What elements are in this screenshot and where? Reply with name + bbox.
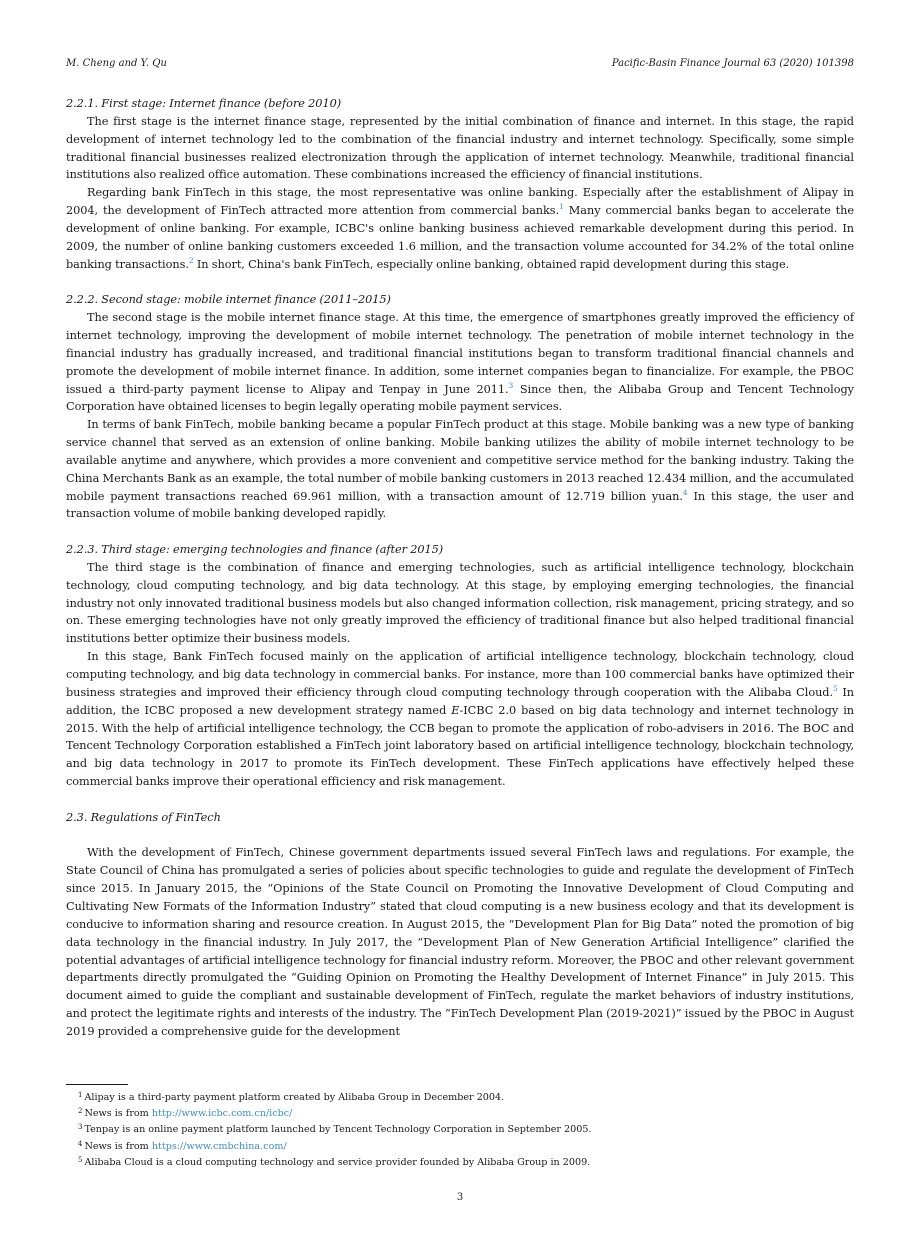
- footnotes: [78, 1090, 848, 1171]
- body-text: [66, 95, 854, 1041]
- footnote-ref-3[interactable]: 3: [508, 380, 514, 390]
- footnote-link-icbc[interactable]: http://www.icbc.com.cn/icbc/: [151, 1108, 293, 1120]
- footnote-divider: [66, 1084, 128, 1085]
- paragraph: In this stage, Bank FinTech focused mainly on the application of artificial intelligence technology, blockchain technology, cloud computing technology, and big data technology in commercial banks. For instance, more than 100 commercial banks have optimized their business strategies and improved their efficiency through cloud computing technology through cooperation with the Alibaba Cloud.$^5$ In addition, the ICBC proposed a new development strategy named E-ICBC 2.0 based on big data technology and internet technology in 2015. With the help of artificial intelligence technology, the CCB began to promote the application of robo-advisers in 2016. The BOC and Tencent Technology Corporation established a FinTech joint laboratory based on artificial intelligence technology, blockchain technology, and big data technology in 2017 to promote its FinTech development. These FinTech applications have effectively helped these commercial banks improve their operational efficiency and risk management.: [66, 650, 854, 789]
- paragraph: In terms of bank FinTech, mobile banking became a popular FinTech product at this stage. Mobile banking was a new type of banking service channel that served as an extension of online banking. Mobile banking utilizes the ability of mobile internet technology to be available anytime and anywhere, which provides a more convenient and competitive service method for the banking industry. Taking the China Merchants Bank as an example, the total number of mobile banking customers in 2013 reached 12.434 million, and the accumulated mobile payment transactions reached 69.961 million, with a transaction amount of 12.719 billion yuan.$^4$ In this stage, the user and transaction volume of mobile banking developed rapidly.: [66, 418, 854, 521]
- paragraph: The first stage is the internet finance stage, represented by the initial combination of finance and internet. In this stage, the rapid development of internet technology led to the combination of the financial industry and internet technology. Specifically, some simple traditional financial businesses realized electronization through the application of internet technology. Meanwhile, traditional financial institutions also realized office automation. These combinations increased the efficiency of financial institutions.: [66, 114, 854, 182]
- paper-page: [66, 0, 854, 1256]
- section-heading-2-2-2: 2.2.2. Second stage: mobile internet finance (2011–2015): [66, 293, 391, 307]
- paragraph: With the development of FinTech, Chinese government departments issued several FinTech laws and regulations. For example, the State Council of China has promulgated a series of policies about specific technologies to guide and regulate the development of FinTech since 2015. In January 2015, the “Opinions of the State Council on Promoting the Innovative Development of Cloud Computing and Cultivating New Formats of the Information Industry” stated that cloud computing is a new business ecology and that its development is conducive to information sharing and resource creation. In August 2015, the “Development Plan for Big Data” noted the promotion of big data technology in the financial industry. In July 2017, the “Development Plan of New Generation Artificial Intelligence” clarified the potential advantages of artificial intelligence technology for financial industry reform. Moreover, the PBOC and other relevant government departments directly promulgated the “Guiding Opinion on Promoting the Healthy Development of Internet Finance” in July 2015. This document aimed to guide the compliant and sustainable development of FinTech, regulate the market behaviors of industry institutions, and protect the legitimate rights and interests of the industry. The “FinTech Development Plan (2019-2021)” issued by the PBOC in August 2019 provided a comprehensive guide for the development: [66, 846, 854, 1038]
- footnote-1: $^1$ Alipay is a third-party payment platform created by Alibaba Group in December 2004.: [78, 1091, 505, 1103]
- footnote-link-cmbchina[interactable]: https://www.cmbchina.com/: [151, 1140, 287, 1152]
- section-heading-2-2-3: 2.2.3. Third stage: emerging technologies and finance (after 2015): [66, 543, 444, 557]
- section-heading-2-3: 2.3. Regulations of FinTech: [66, 810, 221, 824]
- footnote-4: $^4$ News is from https://www.cmbchina.com/: [78, 1139, 287, 1152]
- footnote-ref-2[interactable]: 2: [188, 255, 194, 265]
- running-head: [66, 58, 854, 72]
- italic-e: E: [451, 703, 460, 717]
- section-heading-2-2-1: 2.2.1. First stage: Internet finance (before 2010): [66, 97, 342, 110]
- running-head-authors: M. Cheng and Y. Qu: [66, 58, 167, 69]
- footnote-ref-4[interactable]: 4: [682, 487, 688, 497]
- footnote-2: $^2$ News is from http://www.icbc.com.cn/icbc/: [78, 1107, 293, 1120]
- footnote-ref-1[interactable]: 1: [559, 202, 564, 212]
- paragraph: Regarding bank FinTech in this stage, the most representative was online banking. Especially after the establishment of Alipay in 2004, the development of FinTech attracted more attention from commercial banks.$^1$ Many commercial banks began to accelerate the development of online banking. For example, ICBC's online banking business achieved remarkable development during this period. In 2009, the number of online banking customers exceeded 1.6 million, and the transaction volume accounted for 34.2% of the total online banking transactions.$^2$ In short, China's bank FinTech, especially online banking, obtained rapid development during this stage.: [66, 186, 854, 271]
- footnote-ref-5[interactable]: 5: [833, 683, 838, 693]
- footnote-3: $^3$ Tenpay is an online payment platform launched by Tencent Technology Corporation in September 2005.: [78, 1123, 592, 1136]
- page-number: 3: [456, 1192, 464, 1203]
- paragraph: The third stage is the combination of finance and emerging technologies, such as artificial intelligence technology, blockchain technology, cloud computing technology, and big data technology. At this stage, by employing emerging technologies, the financial industry not only innovated traditional business models but also changed information collection, risk management, pricing strategy, and so on. These emerging technologies have not only greatly improved the efficiency of traditional finance but also helped traditional financial institutions better optimize their business models.: [66, 560, 854, 646]
- running-head-journal: Pacific-Basin Finance Journal 63 (2020) 101398: [611, 58, 854, 69]
- paragraph: The second stage is the mobile internet finance stage. At this time, the emergence of smartphones greatly improved the efficiency of internet technology, improving the development of mobile internet technology. The penetration of mobile internet technology in the financial industry has gradually increased, and traditional financial institutions began to transform traditional financial channels and promote the development of mobile internet finance. In addition, some internet companies began to financialize. For example, the PBOC issued a third-party payment license to Alipay and Tenpay in June 2011.$^3$ Since then, the Alibaba Group and Tencent Technology Corporation have obtained licenses to begin legally operating mobile payment services.: [66, 311, 854, 414]
- footnote-5: $^5$ Alibaba Cloud is a cloud computing technology and service provider founded by Alibaba Group in 2009.: [78, 1155, 591, 1168]
